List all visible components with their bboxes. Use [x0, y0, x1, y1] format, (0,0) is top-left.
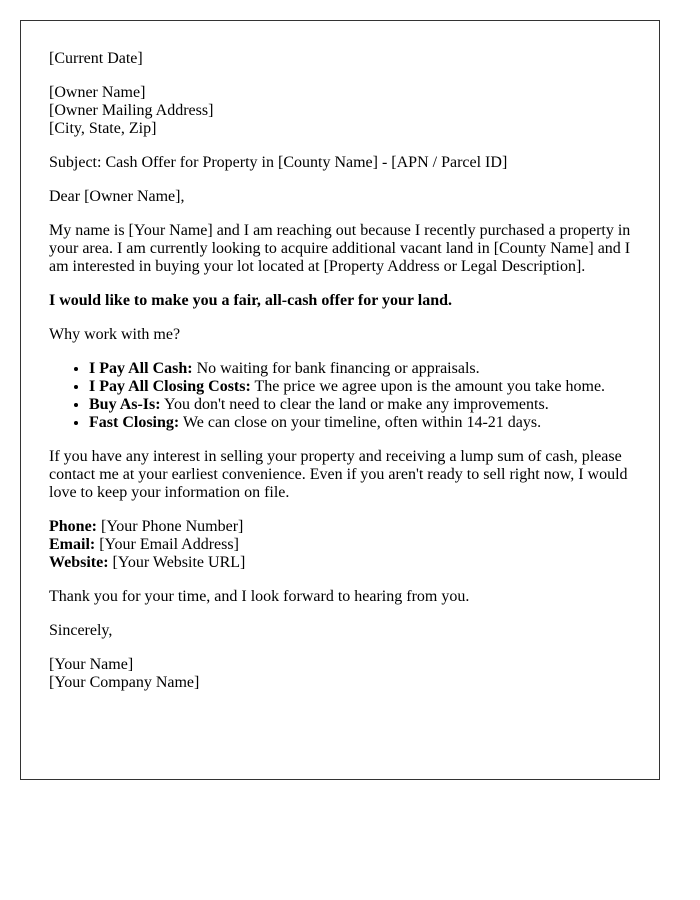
website-value: [Your Website URL] [108, 554, 246, 571]
offer-statement: I would like to make you a fair, all-cash offer for your land. [49, 292, 452, 309]
interest-paragraph: If you have any interest in selling your property and receiving a lump sum of cash, please contact me at your earliest convenience. Even if you aren't ready to sell right now, I would love to keep your information on file. [49, 448, 628, 501]
signature-company: [Your Company Name] [49, 674, 200, 691]
email-label: Email: [49, 536, 96, 553]
signature-name: [Your Name] [49, 656, 134, 673]
benefits-list [49, 360, 631, 432]
salutation: Dear [Owner Name], [49, 188, 185, 205]
website-label: Website: [49, 554, 109, 571]
benefit-text: You don't need to clear the land or make any improvements. [160, 396, 549, 413]
recipient-address: [Owner Mailing Address] [49, 102, 214, 119]
benefit-item-fast-closing [89, 414, 631, 432]
email-value: [Your Email Address] [95, 536, 239, 553]
recipient-block [49, 84, 631, 138]
closing-line: Sincerely, [49, 622, 113, 639]
contact-email [49, 536, 631, 554]
benefit-label: Buy As-Is: [89, 396, 161, 413]
benefit-item-as-is [89, 396, 631, 414]
contact-website [49, 554, 631, 572]
why-heading: Why work with me? [49, 326, 181, 343]
phone-label: Phone: [49, 518, 97, 535]
benefit-text: No waiting for bank financing or appraisals. [192, 360, 480, 377]
intro-paragraph: My name is [Your Name] and I am reaching out because I recently purchased a property in your area. I am currently looking to acquire additional vacant land in [County Name] and I am interested in buying your lot located at [Property Address or Legal Description]. [49, 222, 631, 275]
benefit-label: Fast Closing: [89, 414, 180, 431]
benefit-label: I Pay All Cash: [89, 360, 193, 377]
contact-phone [49, 518, 631, 536]
recipient-city-state-zip: [City, State, Zip] [49, 120, 157, 137]
thanks-line: Thank you for your time, and I look forward to hearing from you. [49, 588, 470, 605]
phone-value: [Your Phone Number] [97, 518, 244, 535]
letter-subject: Subject: Cash Offer for Property in [County Name] - [APN / Parcel ID] [49, 154, 508, 171]
benefit-item-closing-costs [89, 378, 631, 396]
benefit-item-cash [89, 360, 631, 378]
letter-page [20, 20, 660, 780]
contact-block [49, 518, 631, 572]
signature-block [49, 656, 631, 692]
benefit-text: We can close on your timeline, often within 14-21 days. [179, 414, 542, 431]
letter-date: [Current Date] [49, 50, 143, 67]
recipient-name: [Owner Name] [49, 84, 146, 101]
benefit-label: I Pay All Closing Costs: [89, 378, 251, 395]
benefit-text: The price we agree upon is the amount you take home. [250, 378, 606, 395]
